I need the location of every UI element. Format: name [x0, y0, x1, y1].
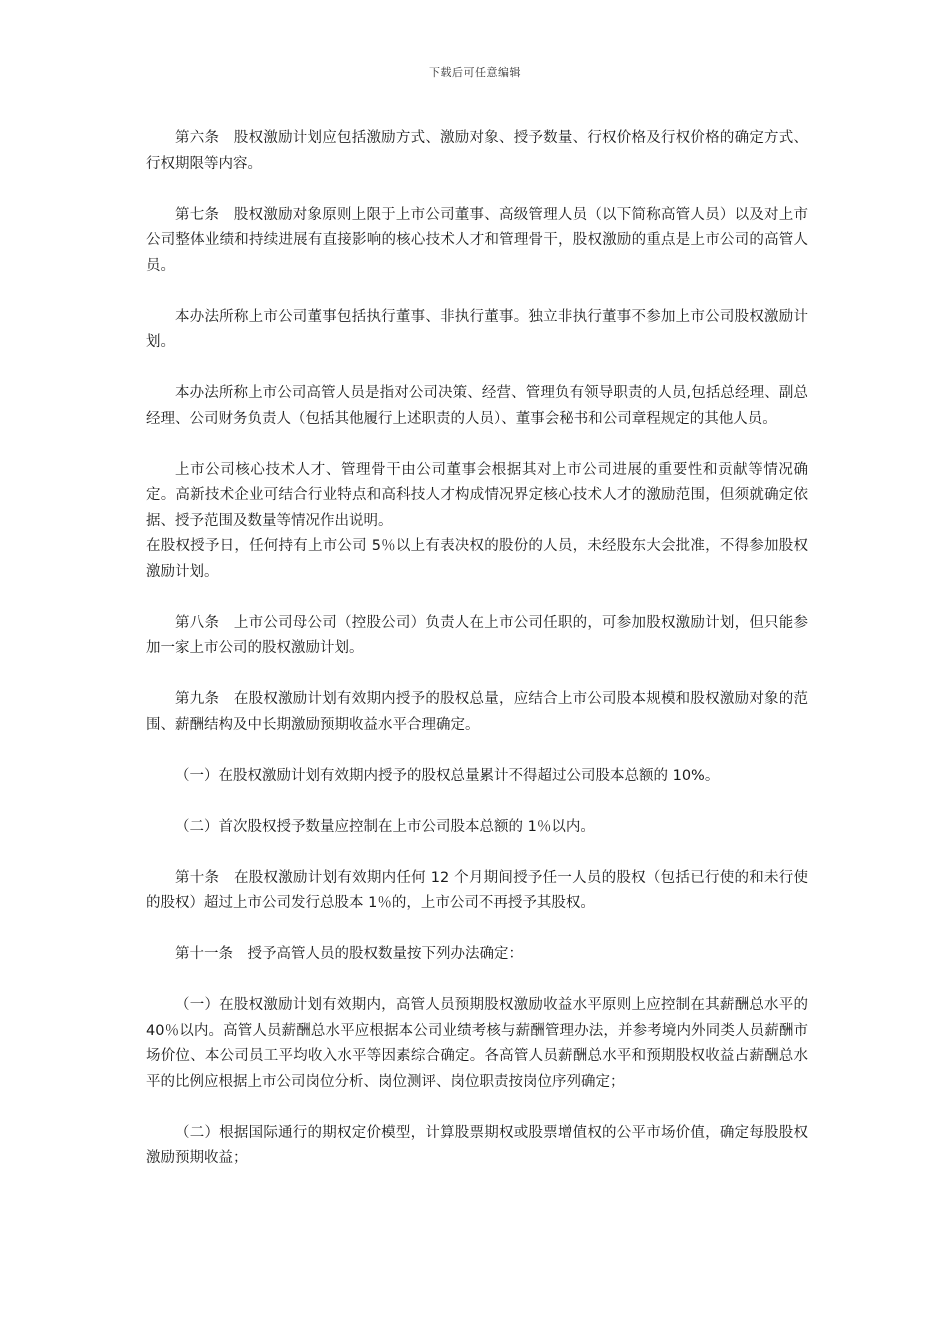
article-7-paragraph: 第七条 股权激励对象原则上限于上市公司董事、高级管理人员（以下简称高管人员）以及对上市公司整体业绩和持续进展有直接影响的核心技术人才和管理骨干，股权激励的重点是上市公司的高管人员。	[146, 206, 808, 274]
article-11-item-1: （一）在股权激励计划有效期内，高管人员预期股权激励收益水平原则上应控制在其薪酬总水平的 40％以内。高管人员薪酬总水平应根据本公司业绩考核与薪酬管理办法，并参考境内外同类人员薪酬市场价位、本公司员工平均收入水平等因素综合确定。各高管人员薪酬总水平和预期股权收益占薪酬总水平的比例应根据上市公司岗位分析、岗位测评、岗位职责按岗位序列确定；	[146, 997, 808, 1090]
shareholder-restriction-paragraph: 在股权授予日，任何持有上市公司 5％以上有表决权的股份的人员，未经股东大会批准，不得参加股权激励计划。	[146, 538, 808, 580]
executives-definition-paragraph: 本办法所称上市公司高管人员是指对公司决策、经营、管理负有领导职责的人员,包括总经理、副总经理、公司财务负责人（包括其他履行上述职责的人员）、董事会秘书和公司章程规定的其他人员。	[146, 385, 808, 427]
document-body	[146, 126, 808, 1197]
article-11-item-2: （二）根据国际通行的期权定价模型，计算股票期权或股票增值权的公平市场价值，确定每股股权激励预期收益；	[146, 1124, 808, 1166]
article-9-paragraph: 第九条 在股权激励计划有效期内授予的股权总量，应结合上市公司股本规模和股权激励对象的范围、薪酬结构及中长期激励预期收益水平合理确定。	[146, 691, 808, 733]
article-10-paragraph: 第十条 在股权激励计划有效期内任何 12 个月期间授予任一人员的股权（包括已行使的和未行使的股权）超过上市公司发行总股本 1％的，上市公司不再授予其股权。	[146, 869, 808, 911]
article-9-item-1: （一）在股权激励计划有效期内授予的股权总量累计不得超过公司股本总额的 10%。	[175, 767, 720, 784]
directors-definition-paragraph: 本办法所称上市公司董事包括执行董事、非执行董事。独立非执行董事不参加上市公司股权激励计划。	[146, 308, 808, 350]
article-11-paragraph: 第十一条 授予高管人员的股权数量按下列办法确定：	[175, 946, 523, 962]
article-6-paragraph: 第六条 股权激励计划应包括激励方式、激励对象、授予数量、行权价格及行权价格的确定方式、行权期限等内容。	[146, 130, 808, 172]
page-header: 下载后可任意编辑	[429, 66, 521, 79]
core-talent-paragraph: 上市公司核心技术人才、管理骨干由公司董事会根据其对上市公司进展的重要性和贡献等情况确定。高新技术企业可结合行业特点和高科技人才构成情况界定核心技术人才的激励范围，但须就确定依据、授予范围及数量等情况作出说明。	[146, 461, 808, 529]
article-8-paragraph: 第八条 上市公司母公司（控股公司）负责人在上市公司任职的，可参加股权激励计划，但只能参加一家上市公司的股权激励计划。	[146, 614, 808, 656]
article-9-item-2: （二）首次股权授予数量应控制在上市公司股本总额的 1％以内。	[175, 818, 595, 835]
